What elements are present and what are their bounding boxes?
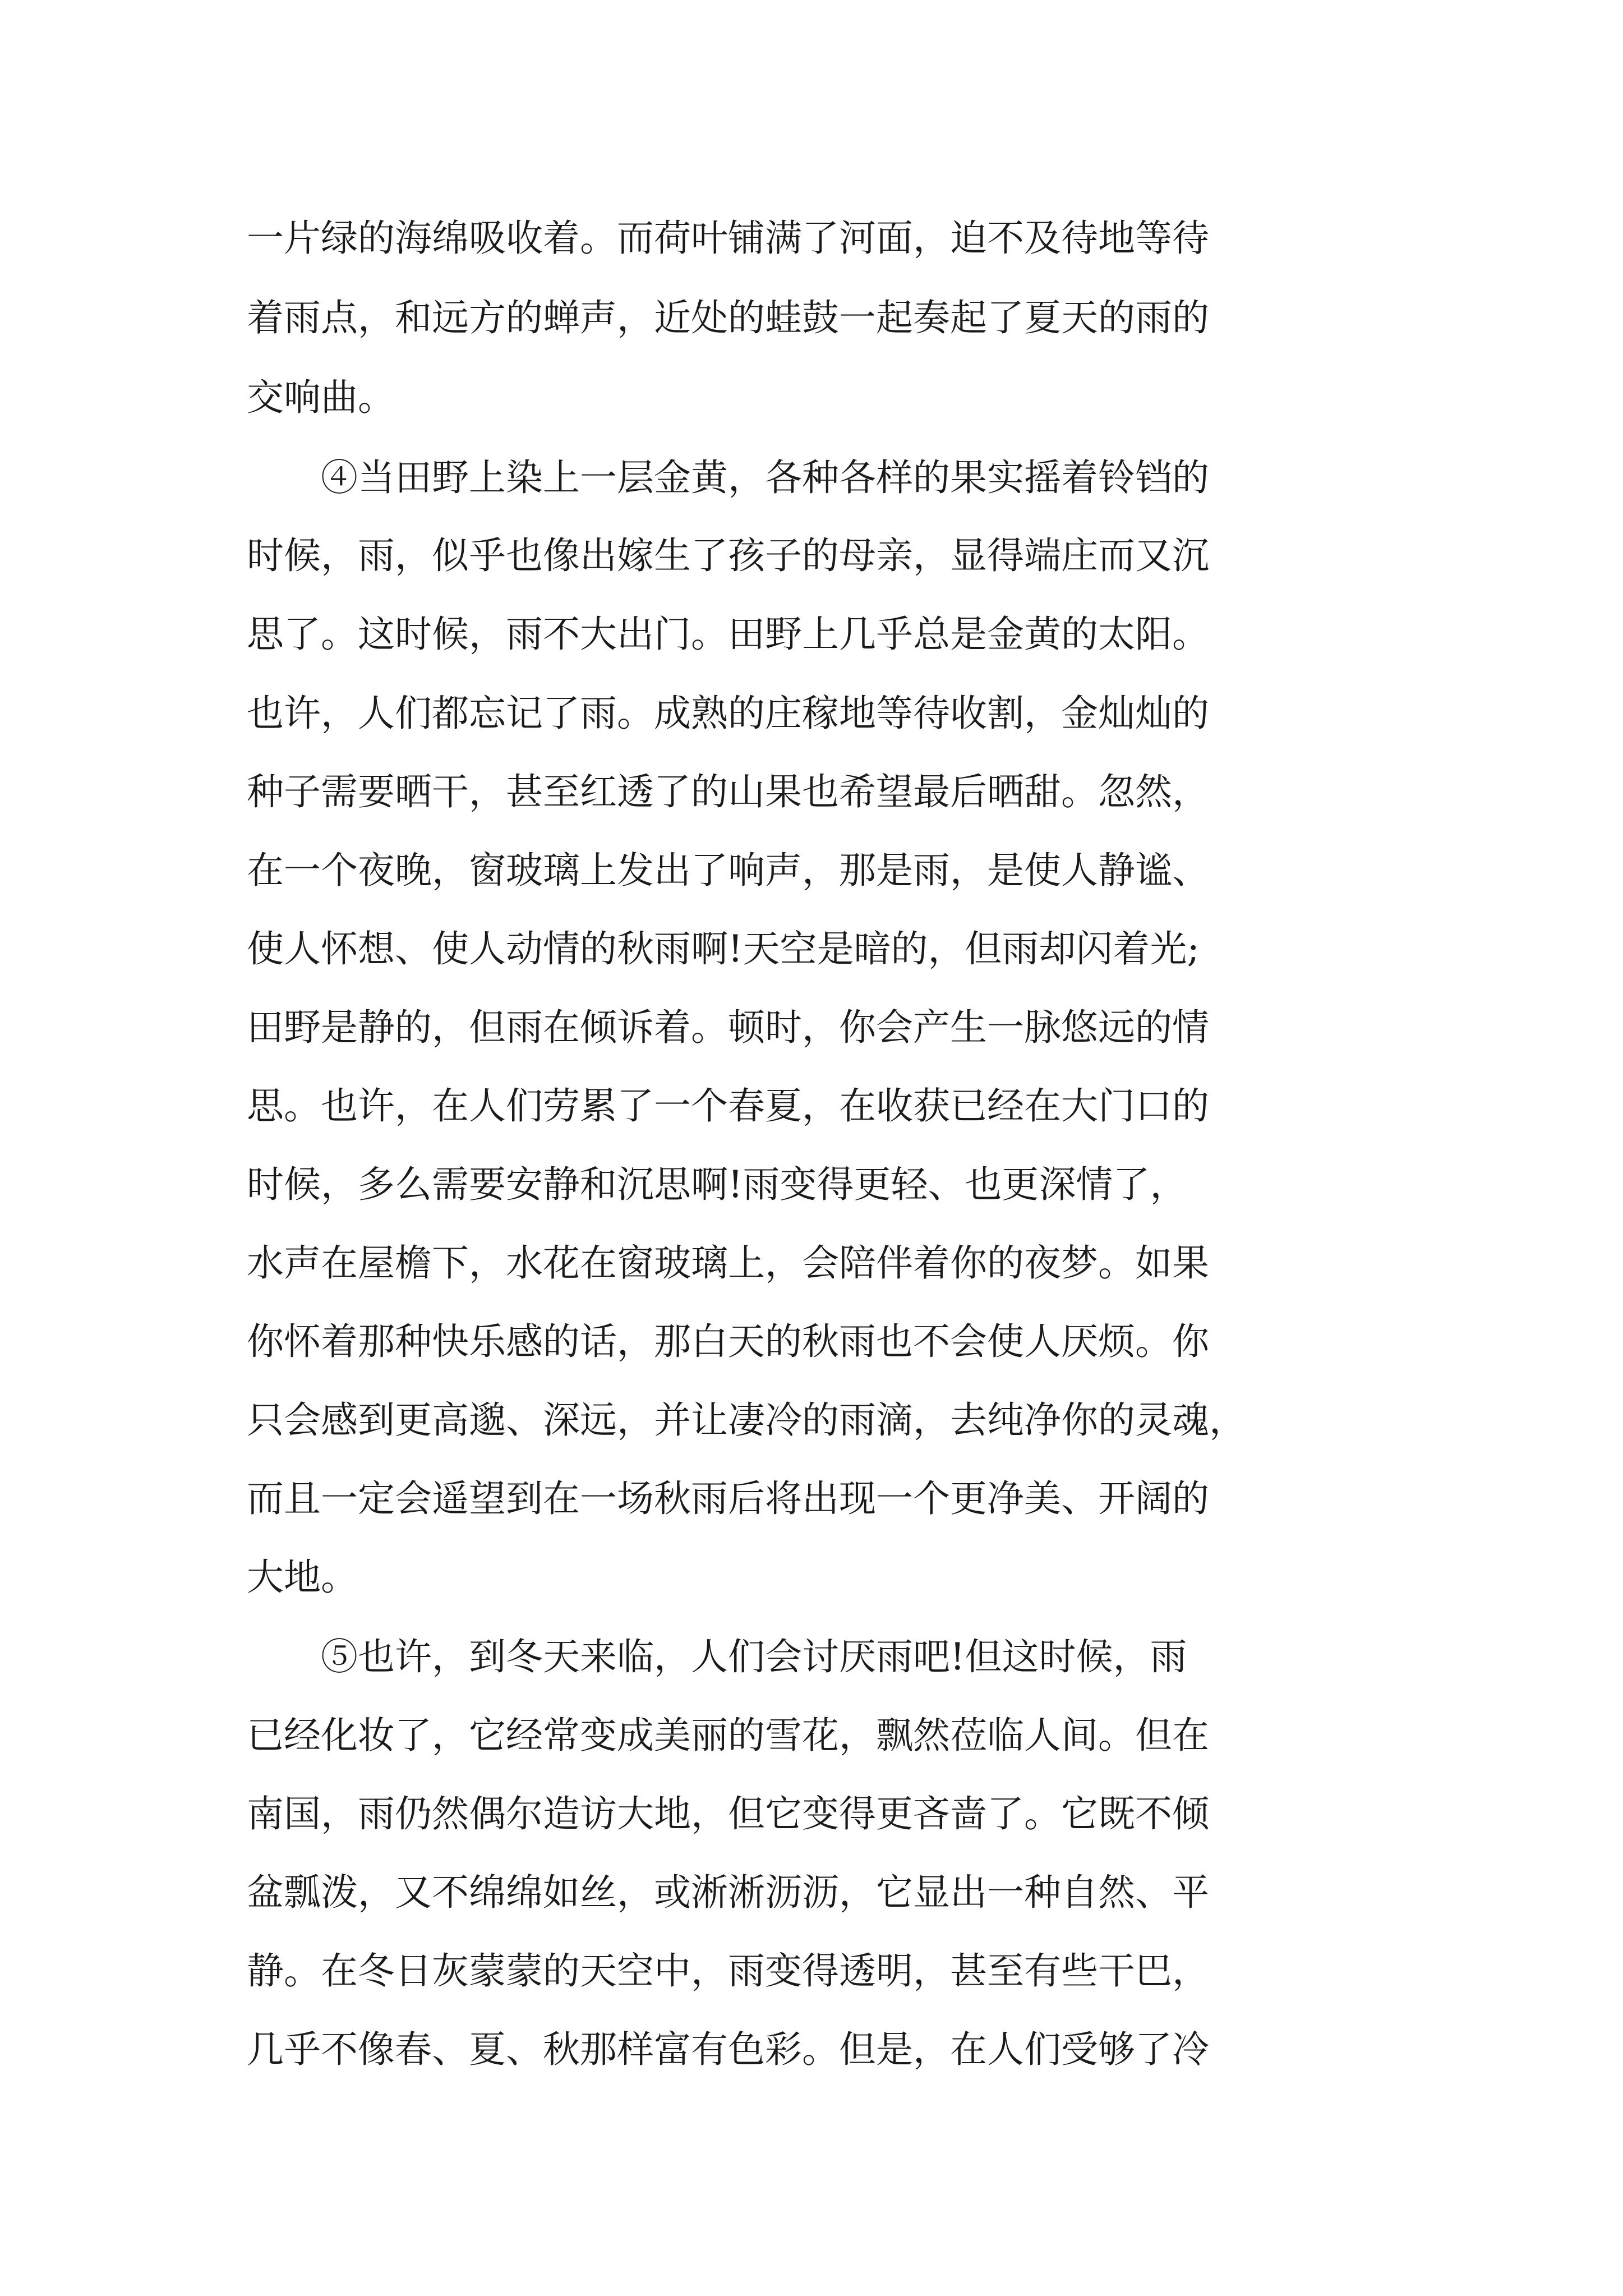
text-line: 水声在屋檐下，水花在窗玻璃上，会陪伴着你的夜梦。如果 — [247, 1241, 1209, 1285]
text-line: 也许，人们都忘记了雨。成熟的庄稼地等待收割，金灿灿的 — [247, 692, 1209, 735]
text-line: 着雨点，和远方的蝉声，近处的蛙鼓一起奏起了夏天的雨的 — [247, 296, 1209, 339]
text-line: 只会感到更高邈、深远，并让凄冷的雨滴，去纯净你的灵魂， — [247, 1398, 1246, 1442]
paragraph-4-first-line: ④当田野上染上一层金黄，各种各样的果实摇着铃铛的 — [321, 456, 1209, 499]
text-line: 已经化妆了，它经常变成美丽的雪花，飘然莅临人间。但在 — [247, 1714, 1209, 1757]
text-line: 使人怀想、使人动情的秋雨啊!天空是暗的，但雨却闪着光; — [247, 927, 1200, 970]
text-line: 静。在冬日灰蒙蒙的天空中，雨变得透明，甚至有些干巴， — [247, 1949, 1209, 1993]
text-line: 田野是静的，但雨在倾诉着。顿时，你会产生一脉悠远的情 — [247, 1006, 1209, 1049]
text-line: 在一个夜晚，窗玻璃上发出了响声，那是雨，是使人静谧、 — [247, 849, 1209, 892]
paragraph-5-first-line: ⑤也许，到冬天来临，人们会讨厌雨吧!但这时候，雨 — [321, 1635, 1187, 1678]
text-line: 几乎不像春、夏、秋那样富有色彩。但是，在人们受够了冷 — [247, 2028, 1209, 2071]
text-line: 交响曲。 — [247, 376, 395, 419]
text-line: 种子需要晒干，甚至红透了的山果也希望最后晒甜。忽然， — [247, 770, 1209, 813]
text-line: 盆瓢泼，又不绵绵如丝，或淅淅沥沥，它显出一种自然、平 — [247, 1871, 1209, 1914]
text-line: 南国，雨仍然偶尔造访大地，但它变得更吝啬了。它既不倾 — [247, 1792, 1209, 1835]
text-line: 而且一定会遥望到在一场秋雨后将出现一个更净美、开阔的 — [247, 1477, 1209, 1520]
text-line: 思了。这时候，雨不大出门。田野上几乎总是金黄的太阳。 — [247, 613, 1209, 656]
text-line: 思。也许，在人们劳累了一个春夏，在收获已经在大门口的 — [247, 1084, 1209, 1128]
text-line: 一片绿的海绵吸收着。而荷叶铺满了河面，迫不及待地等待 — [247, 217, 1209, 260]
text-line: 时候，多么需要安静和沉思啊!雨变得更轻、也更深情了， — [247, 1163, 1187, 1206]
text-line: 你怀着那种快乐感的话，那白天的秋雨也不会使人厌烦。你 — [247, 1320, 1209, 1363]
text-line: 时候，雨，似乎也像出嫁生了孩子的母亲，显得端庄而又沉 — [247, 534, 1209, 577]
text-line: 大地。 — [247, 1556, 358, 1599]
